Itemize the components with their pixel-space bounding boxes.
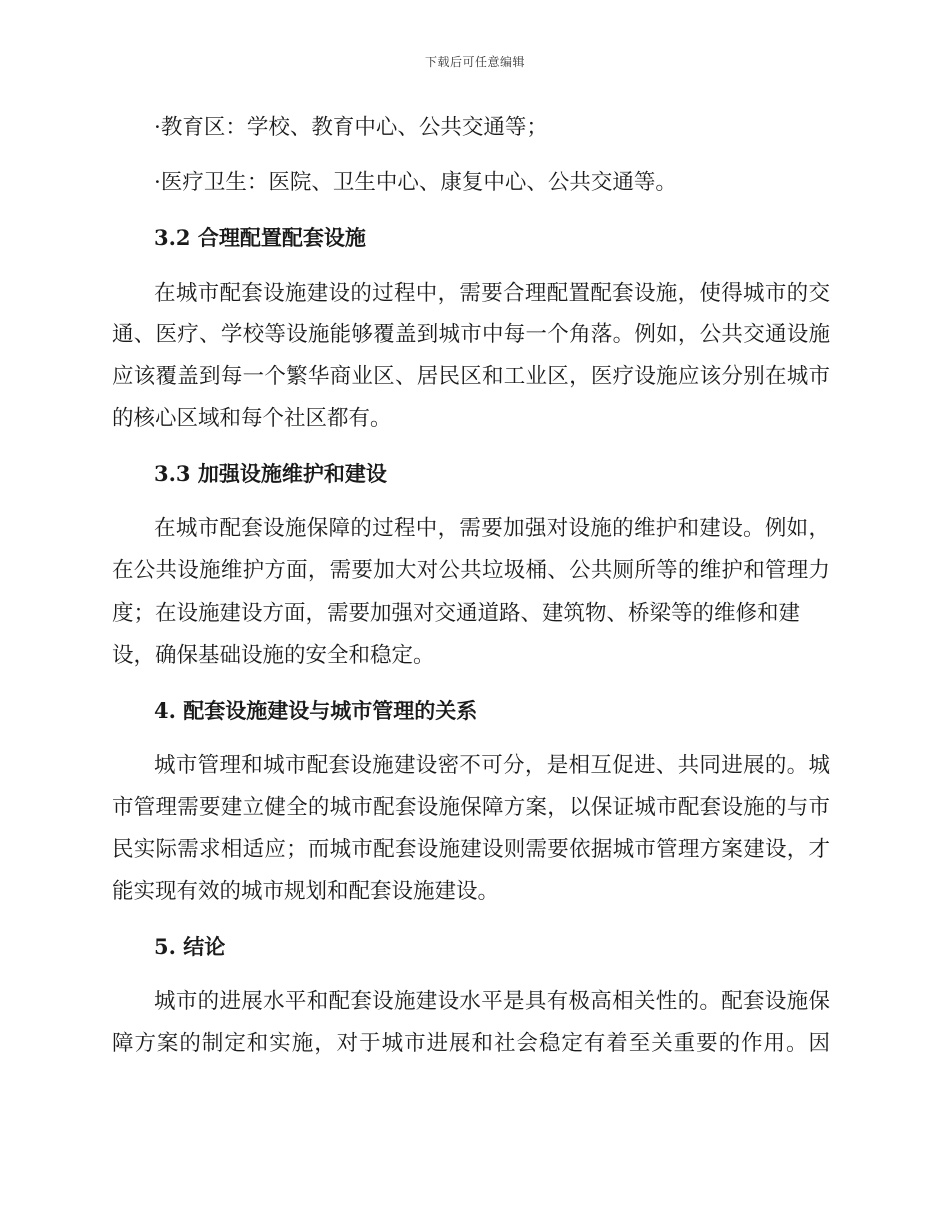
paragraph-4-line: 民实际需求相适应；而城市配套设施建设则需要依据城市管理方案建设，才 (112, 837, 830, 862)
paragraph-3-2-line: 通、医疗、学校等设施能够覆盖到城市中每一个角落。例如，公共交通设施 (112, 322, 830, 347)
heading-5: 5. 结论 (154, 934, 226, 959)
paragraph-3-2-line: 应该覆盖到每一个繁华商业区、居民区和工业区，医疗设施应该分别在城市 (112, 364, 830, 389)
paragraph-3-3-line: 设，确保基础设施的安全和稳定。 (112, 643, 435, 668)
paragraph-4-line: 城市管理和城市配套设施建设密不可分，是相互促进、共同进展的。城 (154, 753, 830, 778)
bullet-healthcare: ·医疗卫生：医院、卫生中心、康复中心、公共交通等。 (154, 170, 677, 195)
paragraph-5-line: 城市的进展水平和配套设施建设水平是具有极高相关性的。配套设施保 (154, 989, 830, 1014)
paragraph-3-3-line: 在公共设施维护方面，需要加大对公共垃圾桶、公共厕所等的维护和管理力 (112, 558, 830, 583)
paragraph-3-2-line: 的核心区域和每个社区都有。 (112, 406, 392, 431)
paragraph-3-3-line: 度；在设施建设方面，需要加强对交通道路、建筑物、桥梁等的维修和建 (112, 601, 801, 626)
paragraph-5-line: 障方案的制定和实施，对于城市进展和社会稳定有着至关重要的作用。因 (112, 1031, 830, 1056)
bullet-education: ·教育区：学校、教育中心、公共交通等； (154, 115, 548, 140)
heading-3-2: 3.2 合理配置配套设施 (154, 225, 366, 250)
paragraph-4-line: 市管理需要建立健全的城市配套设施保障方案，以保证城市配套设施的与市 (112, 795, 830, 820)
paragraph-4-line: 能实现有效的城市规划和配套设施建设。 (112, 879, 500, 904)
paragraph-3-3-line: 在城市配套设施保障的过程中，需要加强对设施的维护和建设。例如， (154, 516, 830, 541)
paragraph-3-2-line: 在城市配套设施建设的过程中，需要合理配置配套设施，使得城市的交 (154, 281, 830, 306)
heading-3-3: 3.3 加强设施维护和建设 (154, 461, 387, 486)
heading-4: 4. 配套设施建设与城市管理的关系 (154, 698, 478, 723)
page-header: 下载后可任意编辑 (424, 55, 525, 69)
